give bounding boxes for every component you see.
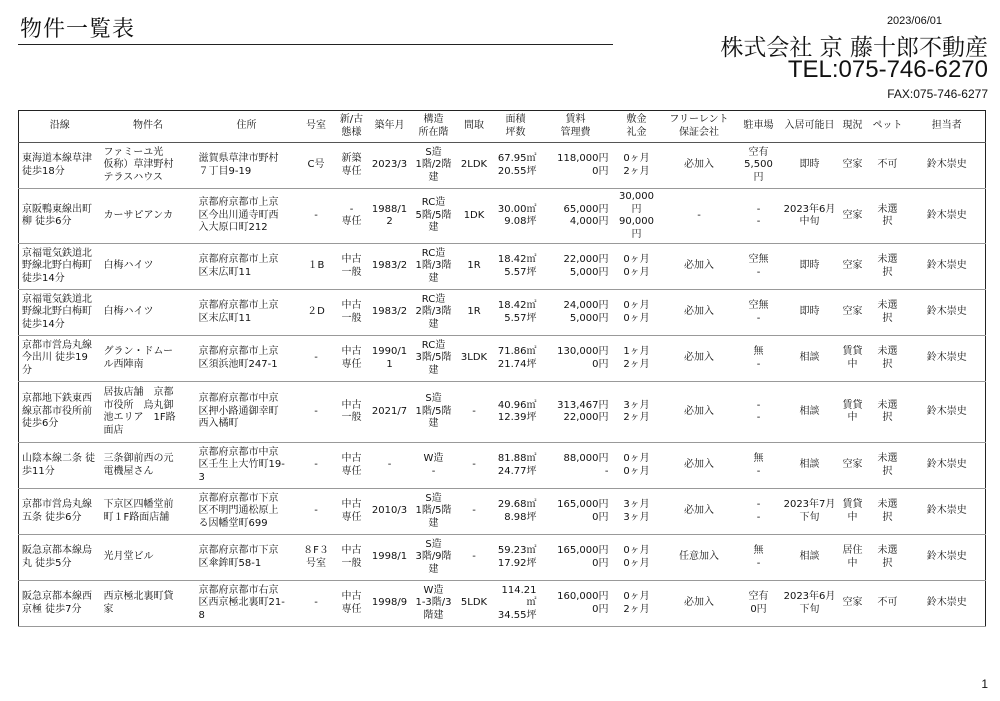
free-rent-cell: 必加入 [662,489,737,535]
property-name-cell: 三条御前西の元 電機屋さん [101,443,196,489]
deposit-cell: 3ヶ月 3ヶ月 [612,489,662,535]
agent-cell: 鈴木崇史 [909,244,986,290]
move-in-cell: 2023年6月 下旬 [781,581,839,627]
rent-cell: 88,000円 - [540,443,612,489]
table-row [19,290,986,336]
structure-cell: W造 - [411,443,457,489]
issue-date: 2023/06/01 [886,15,942,27]
col-header-free-rent: フリーレント 保証会社 [662,111,737,143]
pet-cell: 未選 択 [867,189,909,244]
property-name-cell: 光月堂ビル [101,535,196,581]
table-row [19,581,986,627]
rent-cell: 24,000円 5,000円 [540,290,612,336]
free-rent-cell: 必加入 [662,382,737,443]
structure-cell: W造 1-3階/3 階建 [411,581,457,627]
agent-cell: 鈴木崇史 [909,382,986,443]
built-date-cell: 1983/2 [369,244,411,290]
col-header-condition: 新/古 態様 [335,111,369,143]
condition-cell: 新築 専任 [335,143,369,189]
line-cell: 京阪鴨東線出町 柳 徒歩6分 [19,189,101,244]
structure-cell: S造 3階/9階 建 [411,535,457,581]
address-cell: 京都府京都市上京 区末広町11 [196,244,298,290]
rent-cell: 165,000円 0円 [540,535,612,581]
pet-cell: 不可 [867,581,909,627]
table-row [19,535,986,581]
room-cell: ８F３ 号室 [298,535,335,581]
layout-cell: 5LDK [457,581,492,627]
line-cell: 山陰本線二条 徒 歩11分 [19,443,101,489]
line-cell: 阪急京都本線烏 丸 徒歩5分 [19,535,101,581]
layout-cell: 1DK [457,189,492,244]
status-cell: 空家 [839,189,867,244]
property-name-cell: グラン・ドムー ル西陣南 [101,336,196,382]
structure-cell: S造 1階/2階 建 [411,143,457,189]
agent-cell: 鈴木崇史 [909,489,986,535]
free-rent-cell: 任意加入 [662,535,737,581]
structure-cell: RC造 3階/5階 建 [411,336,457,382]
move-in-cell: 相談 [781,336,839,382]
room-cell: １B [298,244,335,290]
room-cell: - [298,443,335,489]
pet-cell: 未選 択 [867,443,909,489]
pet-cell: 未選 択 [867,290,909,336]
property-name-cell: 西京極北裏町貸 家 [101,581,196,627]
status-cell: 空家 [839,244,867,290]
line-cell: 京都地下鉄東西 線京都市役所前 徒歩6分 [19,382,101,443]
free-rent-cell: 必加入 [662,581,737,627]
room-cell: - [298,581,335,627]
structure-cell: S造 1階/5階 建 [411,382,457,443]
line-cell: 阪急京都本線西 京極 徒歩7分 [19,581,101,627]
status-cell: 空家 [839,290,867,336]
deposit-cell: 0ヶ月 0ヶ月 [612,443,662,489]
move-in-cell: 即時 [781,244,839,290]
built-date-cell: 2021/7 [369,382,411,443]
structure-cell: RC造 2階/3階 建 [411,290,457,336]
condition-cell: 中古 一般 [335,244,369,290]
agent-cell: 鈴木崇史 [909,336,986,382]
move-in-cell: 2023年7月 下旬 [781,489,839,535]
structure-cell: RC造 1階/3階 建 [411,244,457,290]
line-cell: 京福電気鉄道北 野線北野白梅町 徒歩14分 [19,290,101,336]
move-in-cell: 即時 [781,290,839,336]
parking-cell: 空有 0円 [737,581,781,627]
col-header-rent: 賃料 管理費 [540,111,612,143]
area-cell: 18.42㎡ 5.57坪 [492,290,540,336]
condition-cell: 中古 専任 [335,489,369,535]
deposit-cell: 3ヶ月 2ヶ月 [612,382,662,443]
page-title: 物件一覧表 [20,17,136,42]
line-cell: 京都市営烏丸線 今出川 徒歩19分 [19,336,101,382]
table-row [19,244,986,290]
free-rent-cell: 必加入 [662,244,737,290]
table-row [19,443,986,489]
property-name-cell: 白梅ハイツ [101,244,196,290]
area-cell: 40.96㎡ 12.39坪 [492,382,540,443]
condition-cell: 中古 専任 [335,336,369,382]
col-header-built: 築年月 [369,111,411,143]
deposit-cell: 30,000 円 90,000 円 [612,189,662,244]
area-cell: 114.21 ㎡ 34.55坪 [492,581,540,627]
agent-cell: 鈴木崇史 [909,143,986,189]
structure-cell: RC造 5階/5階 建 [411,189,457,244]
condition-cell: - 専任 [335,189,369,244]
move-in-cell: 相談 [781,443,839,489]
col-header-move-in: 入居可能日 [781,111,839,143]
col-header-line: 沿線 [19,111,101,143]
deposit-cell: 1ヶ月 2ヶ月 [612,336,662,382]
room-cell: ２D [298,290,335,336]
rent-cell: 160,000円 0円 [540,581,612,627]
condition-cell: 中古 専任 [335,443,369,489]
status-cell: 賃貸 中 [839,382,867,443]
layout-cell: - [457,489,492,535]
move-in-cell: 2023年6月 中旬 [781,189,839,244]
layout-cell: - [457,535,492,581]
free-rent-cell: - [662,189,737,244]
col-header-pet: ペット [867,111,909,143]
line-cell: 京都市営烏丸線 五条 徒歩6分 [19,489,101,535]
address-cell: 京都府京都市下京 区不明門通松原上 る因幡堂町699 [196,489,298,535]
property-name-cell: 下京区四幡堂前 町１F路面店舗 [101,489,196,535]
room-cell: - [298,336,335,382]
free-rent-cell: 必加入 [662,443,737,489]
line-cell: 東海道本線草津 徒歩18分 [19,143,101,189]
rent-cell: 22,000円 5,000円 [540,244,612,290]
area-cell: 18.42㎡ 5.57坪 [492,244,540,290]
pet-cell: 未選 択 [867,244,909,290]
pet-cell: 未選 択 [867,489,909,535]
col-header-property: 物件名 [101,111,196,143]
col-header-agent: 担当者 [909,111,986,143]
address-cell: 京都府京都市上京 区今出川通寺町西 入大原口町212 [196,189,298,244]
status-cell: 賃貸 中 [839,489,867,535]
room-cell: - [298,489,335,535]
move-in-cell: 即時 [781,143,839,189]
deposit-cell: 0ヶ月 0ヶ月 [612,535,662,581]
pet-cell: 未選 択 [867,336,909,382]
col-header-parking: 駐車場 [737,111,781,143]
address-cell: 京都府京都市右京 区西京極北裏町21- 8 [196,581,298,627]
status-cell: 空家 [839,443,867,489]
pet-cell: 不可 [867,143,909,189]
rent-cell: 165,000円 0円 [540,489,612,535]
table-row [19,189,986,244]
col-header-layout: 間取 [457,111,492,143]
rent-cell: 118,000円 0円 [540,143,612,189]
address-cell: 京都府京都市下京 区傘鉾町58-1 [196,535,298,581]
property-table [18,110,986,627]
parking-cell: 無 - [737,336,781,382]
area-cell: 81.88㎡ 24.77坪 [492,443,540,489]
layout-cell: 3LDK [457,336,492,382]
company-name: 株式会社 京 藤十郎不動産 [720,35,988,61]
condition-cell: 中古 一般 [335,382,369,443]
room-cell: C号 [298,143,335,189]
title-underline [18,44,613,45]
table-row [19,489,986,535]
free-rent-cell: 必加入 [662,336,737,382]
area-cell: 30.00㎡ 9.08坪 [492,189,540,244]
parking-cell: 無 - [737,535,781,581]
parking-cell: 空無 - [737,244,781,290]
line-cell: 京福電気鉄道北 野線北野白梅町 徒歩14分 [19,244,101,290]
status-cell: 空家 [839,143,867,189]
structure-cell: S造 1階/5階 建 [411,489,457,535]
condition-cell: 中古 一般 [335,535,369,581]
col-header-room: 号室 [298,111,335,143]
room-cell: - [298,382,335,443]
address-cell: 滋賀県草津市野村 ７丁目9-19 [196,143,298,189]
pet-cell: 未選 択 [867,382,909,443]
free-rent-cell: 必加入 [662,143,737,189]
rent-cell: 313,467円 22,000円 [540,382,612,443]
property-name-cell: カーサピアンカ [101,189,196,244]
col-header-area: 面積 坪数 [492,111,540,143]
deposit-cell: 0ヶ月 0ヶ月 [612,290,662,336]
deposit-cell: 0ヶ月 0ヶ月 [612,244,662,290]
status-cell: 賃貸 中 [839,336,867,382]
pet-cell: 未選 択 [867,535,909,581]
room-cell: - [298,189,335,244]
built-date-cell: 1990/11 [369,336,411,382]
col-header-deposit: 敷金 礼金 [612,111,662,143]
address-cell: 京都府京都市上京 区須浜池町247-1 [196,336,298,382]
agent-cell: 鈴木崇史 [909,535,986,581]
deposit-cell: 0ヶ月 2ヶ月 [612,581,662,627]
table-row [19,382,986,443]
move-in-cell: 相談 [781,382,839,443]
agent-cell: 鈴木崇史 [909,189,986,244]
layout-cell: 1R [457,244,492,290]
rent-cell: 130,000円 0円 [540,336,612,382]
status-cell: 空家 [839,581,867,627]
table-row [19,336,986,382]
parking-cell: 空有 5,500円 [737,143,781,189]
free-rent-cell: 必加入 [662,290,737,336]
built-date-cell: 2010/3 [369,489,411,535]
col-header-structure: 構造 所在階 [411,111,457,143]
built-date-cell: 2023/3 [369,143,411,189]
company-tel: TEL:075-746-6270 [787,56,988,83]
agent-cell: 鈴木崇史 [909,581,986,627]
built-date-cell: - [369,443,411,489]
condition-cell: 中古 専任 [335,581,369,627]
layout-cell: - [457,443,492,489]
parking-cell: 無 - [737,443,781,489]
area-cell: 59.23㎡ 17.92坪 [492,535,540,581]
page-number: 1 [981,677,988,691]
built-date-cell: 1998/1 [369,535,411,581]
layout-cell: - [457,382,492,443]
property-name-cell: 居抜店舗 京都 市役所 烏丸御 池エリア 1F路 面店 [101,382,196,443]
address-cell: 京都府京都市中京 区押小路通御幸町 西入橘町 [196,382,298,443]
area-cell: 71.86㎡ 21.74坪 [492,336,540,382]
move-in-cell: 相談 [781,535,839,581]
table-body [19,143,986,627]
area-cell: 29.68㎡ 8.98坪 [492,489,540,535]
table-row [19,143,986,189]
property-name-cell: ファミーユ光 仮称）草津野村 テラスハウス [101,143,196,189]
parking-cell: 空無 - [737,290,781,336]
address-cell: 京都府京都市上京 区末広町11 [196,290,298,336]
built-date-cell: 1988/12 [369,189,411,244]
agent-cell: 鈴木崇史 [909,290,986,336]
condition-cell: 中古 一般 [335,290,369,336]
property-name-cell: 白梅ハイツ [101,290,196,336]
built-date-cell: 1983/2 [369,290,411,336]
parking-cell: - - [737,382,781,443]
layout-cell: 1R [457,290,492,336]
status-cell: 居住 中 [839,535,867,581]
area-cell: 67.95㎡ 20.55坪 [492,143,540,189]
address-cell: 京都府京都市中京 区壬生上大竹町19- 3 [196,443,298,489]
layout-cell: 2LDK [457,143,492,189]
built-date-cell: 1998/9 [369,581,411,627]
company-fax: FAX:075-746-6277 [887,87,988,101]
parking-cell: - - [737,189,781,244]
col-header-address: 住所 [196,111,298,143]
rent-cell: 65,000円 4,000円 [540,189,612,244]
table-header-row [19,111,986,143]
col-header-status: 現況 [839,111,867,143]
parking-cell: - - [737,489,781,535]
deposit-cell: 0ヶ月 2ヶ月 [612,143,662,189]
agent-cell: 鈴木崇史 [909,443,986,489]
